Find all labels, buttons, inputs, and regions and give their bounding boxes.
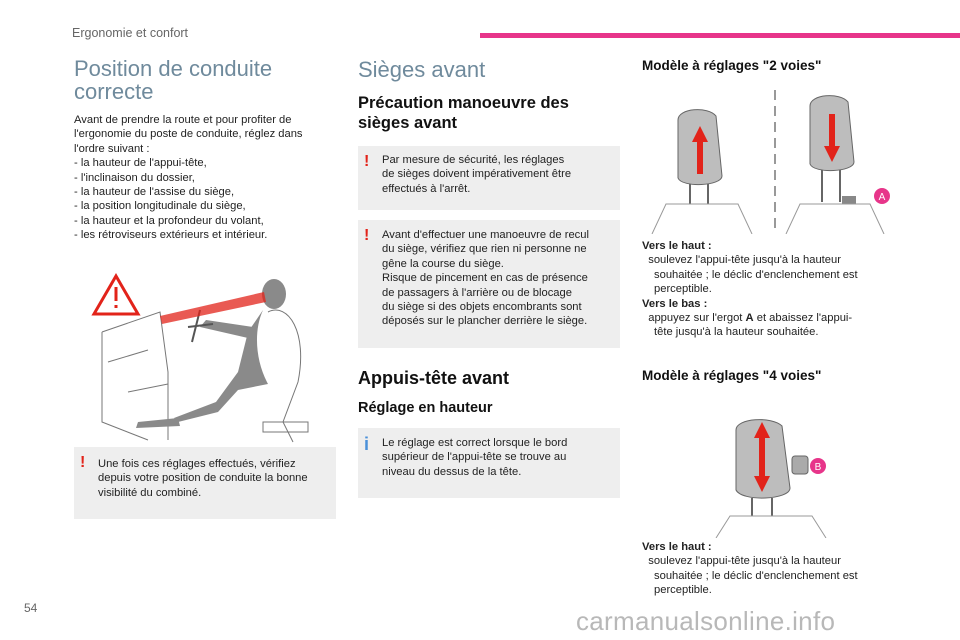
intro-text <box>74 113 338 243</box>
visibility-warning-text <box>98 457 328 500</box>
marker-b-label: B <box>814 462 822 473</box>
header-accent-bar <box>480 33 960 38</box>
warning-line: du siège, vérifiez que rien ni personne ne <box>382 243 587 256</box>
model-2-way-instructions <box>642 239 902 340</box>
watermark: carmanualsonline.info <box>576 606 836 636</box>
instruction-line: perceptible. <box>654 283 712 296</box>
subtitle-line-2: sièges avant <box>358 114 458 132</box>
warning-line: Avant d'effectuer une manoeuvre de recul <box>382 229 589 241</box>
ergot-label: A <box>745 312 754 325</box>
intro-line: Avant de prendre la route et pour profiter de <box>74 114 292 126</box>
list-item: - les rétroviseurs extérieurs et intérieur. <box>74 229 268 242</box>
model-4-way-title: Modèle à réglages "4 voies" <box>642 368 822 383</box>
instruction-line: souhaitée ; le déclic d'enclenchement est <box>654 268 858 281</box>
front-seats-title: Sièges avant <box>358 57 486 82</box>
warning-line: du siège si des objets encombrants sont <box>382 301 582 314</box>
headrest-2-way-illustration <box>642 86 894 234</box>
reverse-warning-box <box>358 220 620 348</box>
list-item: - la hauteur et la profondeur du volant, <box>74 214 264 227</box>
model-4-way-instructions <box>642 540 902 598</box>
intro-line: l'ergonomie du poste de conduite, réglez dans <box>74 128 303 141</box>
instruction-line: tête jusqu'à la hauteur souhaitée. <box>654 326 819 339</box>
warning-line: déposés sur le plancher derrière le siège. <box>382 315 588 328</box>
up-instruction <box>642 554 902 597</box>
title-line-2: correcte <box>74 79 154 104</box>
warning-line: de sièges doivent impérativement être <box>382 168 572 181</box>
info-line: supérieur de l'appui-tête se trouve au <box>382 451 567 464</box>
instruction-text: appuyez sur l'ergot <box>648 312 746 325</box>
height-adjust-title: Réglage en hauteur <box>358 400 493 416</box>
stop-warning-box <box>358 146 620 210</box>
warning-icon: ! <box>80 454 86 471</box>
warning-line: de passagers à l'arrière ou de blocage <box>382 286 572 299</box>
visibility-warning-box <box>74 447 336 519</box>
instruction-line: souhaitée ; le déclic d'enclenchement est <box>654 569 858 582</box>
title-line-1: Position de conduite <box>74 56 273 81</box>
intro-line: l'ordre suivant : <box>74 142 150 155</box>
warning-line: visibilité du combiné. <box>98 486 202 499</box>
up-instruction <box>642 253 902 296</box>
page-number: 54 <box>24 601 38 615</box>
list-item: - la position longitudinale du siège, <box>74 200 246 213</box>
warning-line: effectués à l'arrêt. <box>382 182 471 195</box>
section-label: Ergonomie et confort <box>72 26 189 40</box>
info-line: Le réglage est correct lorsque le bord <box>382 437 568 449</box>
driving-position-title <box>74 57 338 103</box>
warning-line: Par mesure de sécurité, les réglages <box>382 154 565 166</box>
instruction-line: soulevez l'appui-tête jusqu'à la hauteur <box>648 555 841 568</box>
up-label: Vers le haut : <box>642 541 712 553</box>
info-line: niveau du dessus de la tête. <box>382 465 522 478</box>
warning-line: Une fois ces réglages effectués, vérifiez <box>98 458 296 470</box>
warning-line: Risque de pincement en cas de présence <box>382 272 588 285</box>
instruction-line: perceptible. <box>654 584 712 597</box>
marker-a-label: A <box>878 192 886 203</box>
subtitle-line-1: Précaution manoeuvre des <box>358 94 569 112</box>
warning-line: gêne la course du siège. <box>382 257 504 270</box>
driving-position-illustration <box>88 272 332 450</box>
headrest-title: Appuis-tête avant <box>358 368 510 388</box>
list-item: - la hauteur de l'assise du siège, <box>74 186 235 199</box>
down-label: Vers le bas : <box>642 297 708 310</box>
model-2-way-title: Modèle à réglages "2 voies" <box>642 58 822 73</box>
instruction-text: et abaissez l'appui- <box>753 312 853 325</box>
headrest-info-text <box>382 436 612 479</box>
headrest-4-way-illustration <box>702 412 882 538</box>
reverse-warning-text <box>382 228 612 329</box>
instruction-line: soulevez l'appui-tête jusqu'à la hauteur <box>648 254 841 267</box>
warning-icon: ! <box>364 227 370 244</box>
warning-line: depuis votre position de conduite la bonne <box>98 472 308 485</box>
list-item: - la hauteur de l'appui-tête, <box>74 157 207 170</box>
info-icon: i <box>364 434 370 454</box>
down-instruction <box>642 311 902 340</box>
headrest-info-box <box>358 428 620 498</box>
seat-precaution-title <box>358 93 622 133</box>
list-item: - l'inclinaison du dossier, <box>74 171 195 184</box>
up-label: Vers le haut : <box>642 240 712 252</box>
stop-warning-text <box>382 153 612 196</box>
warning-icon: ! <box>364 153 370 170</box>
